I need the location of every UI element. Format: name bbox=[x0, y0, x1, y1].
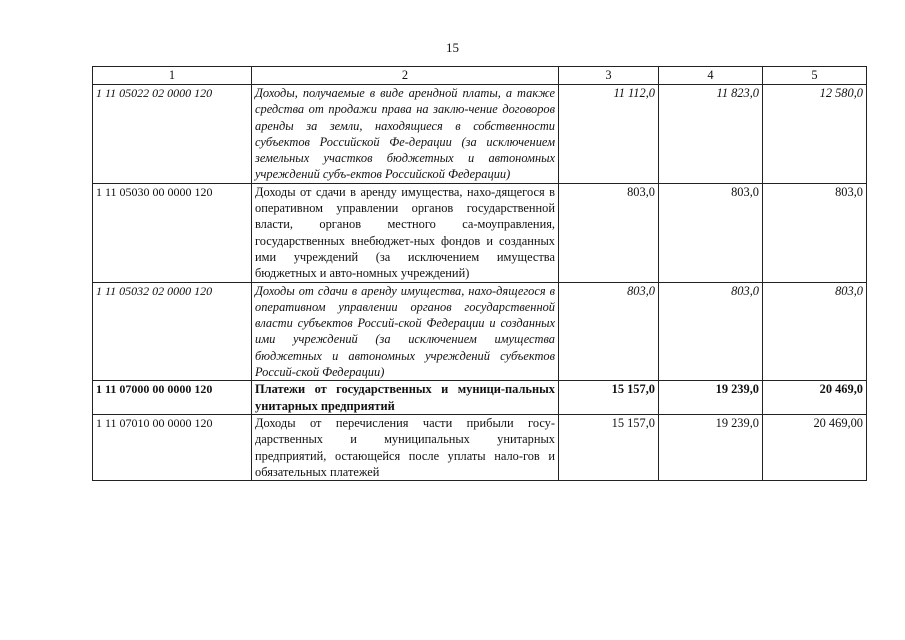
table-row bbox=[93, 282, 867, 381]
column-header-1: 1 bbox=[93, 67, 252, 85]
description-cell: Доходы от сдачи в аренду имущества, нахо-дящегося в оперативном управлении органов государственной власти субъектов Россий-ской Федерации и созданных ими учреждений (за исключением имущества бюджетных и автономных учреждений субъектов Россий-ской Федерации) bbox=[252, 282, 559, 381]
value-col5-cell: 803,0 bbox=[763, 282, 867, 381]
page-number: 15 bbox=[446, 40, 459, 55]
column-header-3: 3 bbox=[559, 67, 659, 85]
value-col5-cell: 803,0 bbox=[763, 183, 867, 282]
budget-code-cell: 1 11 05030 00 0000 120 bbox=[93, 183, 252, 282]
value-col3-cell: 803,0 bbox=[559, 183, 659, 282]
table-row bbox=[93, 183, 867, 282]
value-col5-cell: 12 580,0 bbox=[763, 85, 867, 184]
value-col3-cell: 15 157,0 bbox=[559, 414, 659, 480]
budget-code-cell: 1 11 07000 00 0000 120 bbox=[93, 381, 252, 415]
value-col3-cell: 15 157,0 bbox=[559, 381, 659, 415]
value-col4-cell: 19 239,0 bbox=[659, 381, 763, 415]
budget-code-cell: 1 11 05022 02 0000 120 bbox=[93, 85, 252, 184]
table-row bbox=[93, 85, 867, 184]
header-row bbox=[93, 67, 867, 85]
value-col4-cell: 11 823,0 bbox=[659, 85, 763, 184]
value-col3-cell: 11 112,0 bbox=[559, 85, 659, 184]
value-col4-cell: 803,0 bbox=[659, 282, 763, 381]
column-header-2: 2 bbox=[252, 67, 559, 85]
value-col4-cell: 19 239,0 bbox=[659, 414, 763, 480]
table-row bbox=[93, 381, 867, 415]
column-header-4: 4 bbox=[659, 67, 763, 85]
description-cell: Доходы от сдачи в аренду имущества, нахо-дящегося в оперативном управлении органов государственной власти, органов местного са-моуправления, государственных внебюджет-ных фондов и созданных ими учреждений (за исключением имущества бюджетных и авто-номных учреждений) bbox=[252, 183, 559, 282]
description-cell: Доходы от перечисления части прибыли госу-дарственных и муниципальных унитарных предприятий, остающейся после уплаты нало-гов и обязательных платежей bbox=[252, 414, 559, 480]
budget-revenue-table bbox=[92, 66, 867, 481]
budget-code-cell: 1 11 05032 02 0000 120 bbox=[93, 282, 252, 381]
table-row bbox=[93, 414, 867, 480]
column-header-5: 5 bbox=[763, 67, 867, 85]
value-col5-cell: 20 469,0 bbox=[763, 381, 867, 415]
description-cell: Платежи от государственных и муници-пальных унитарных предприятий bbox=[252, 381, 559, 415]
value-col5-cell: 20 469,00 bbox=[763, 414, 867, 480]
description-cell: Доходы, получаемые в виде арендной платы, а также средства от продажи права на заклю-чение договоров аренды за земли, находящиеся в собственности субъектов Российской Фе-дерации (за исключением земельных участков бюджетных и автономных учреждений субъ-ектов Российской Федерации) bbox=[252, 85, 559, 184]
budget-code-cell: 1 11 07010 00 0000 120 bbox=[93, 414, 252, 480]
value-col3-cell: 803,0 bbox=[559, 282, 659, 381]
value-col4-cell: 803,0 bbox=[659, 183, 763, 282]
